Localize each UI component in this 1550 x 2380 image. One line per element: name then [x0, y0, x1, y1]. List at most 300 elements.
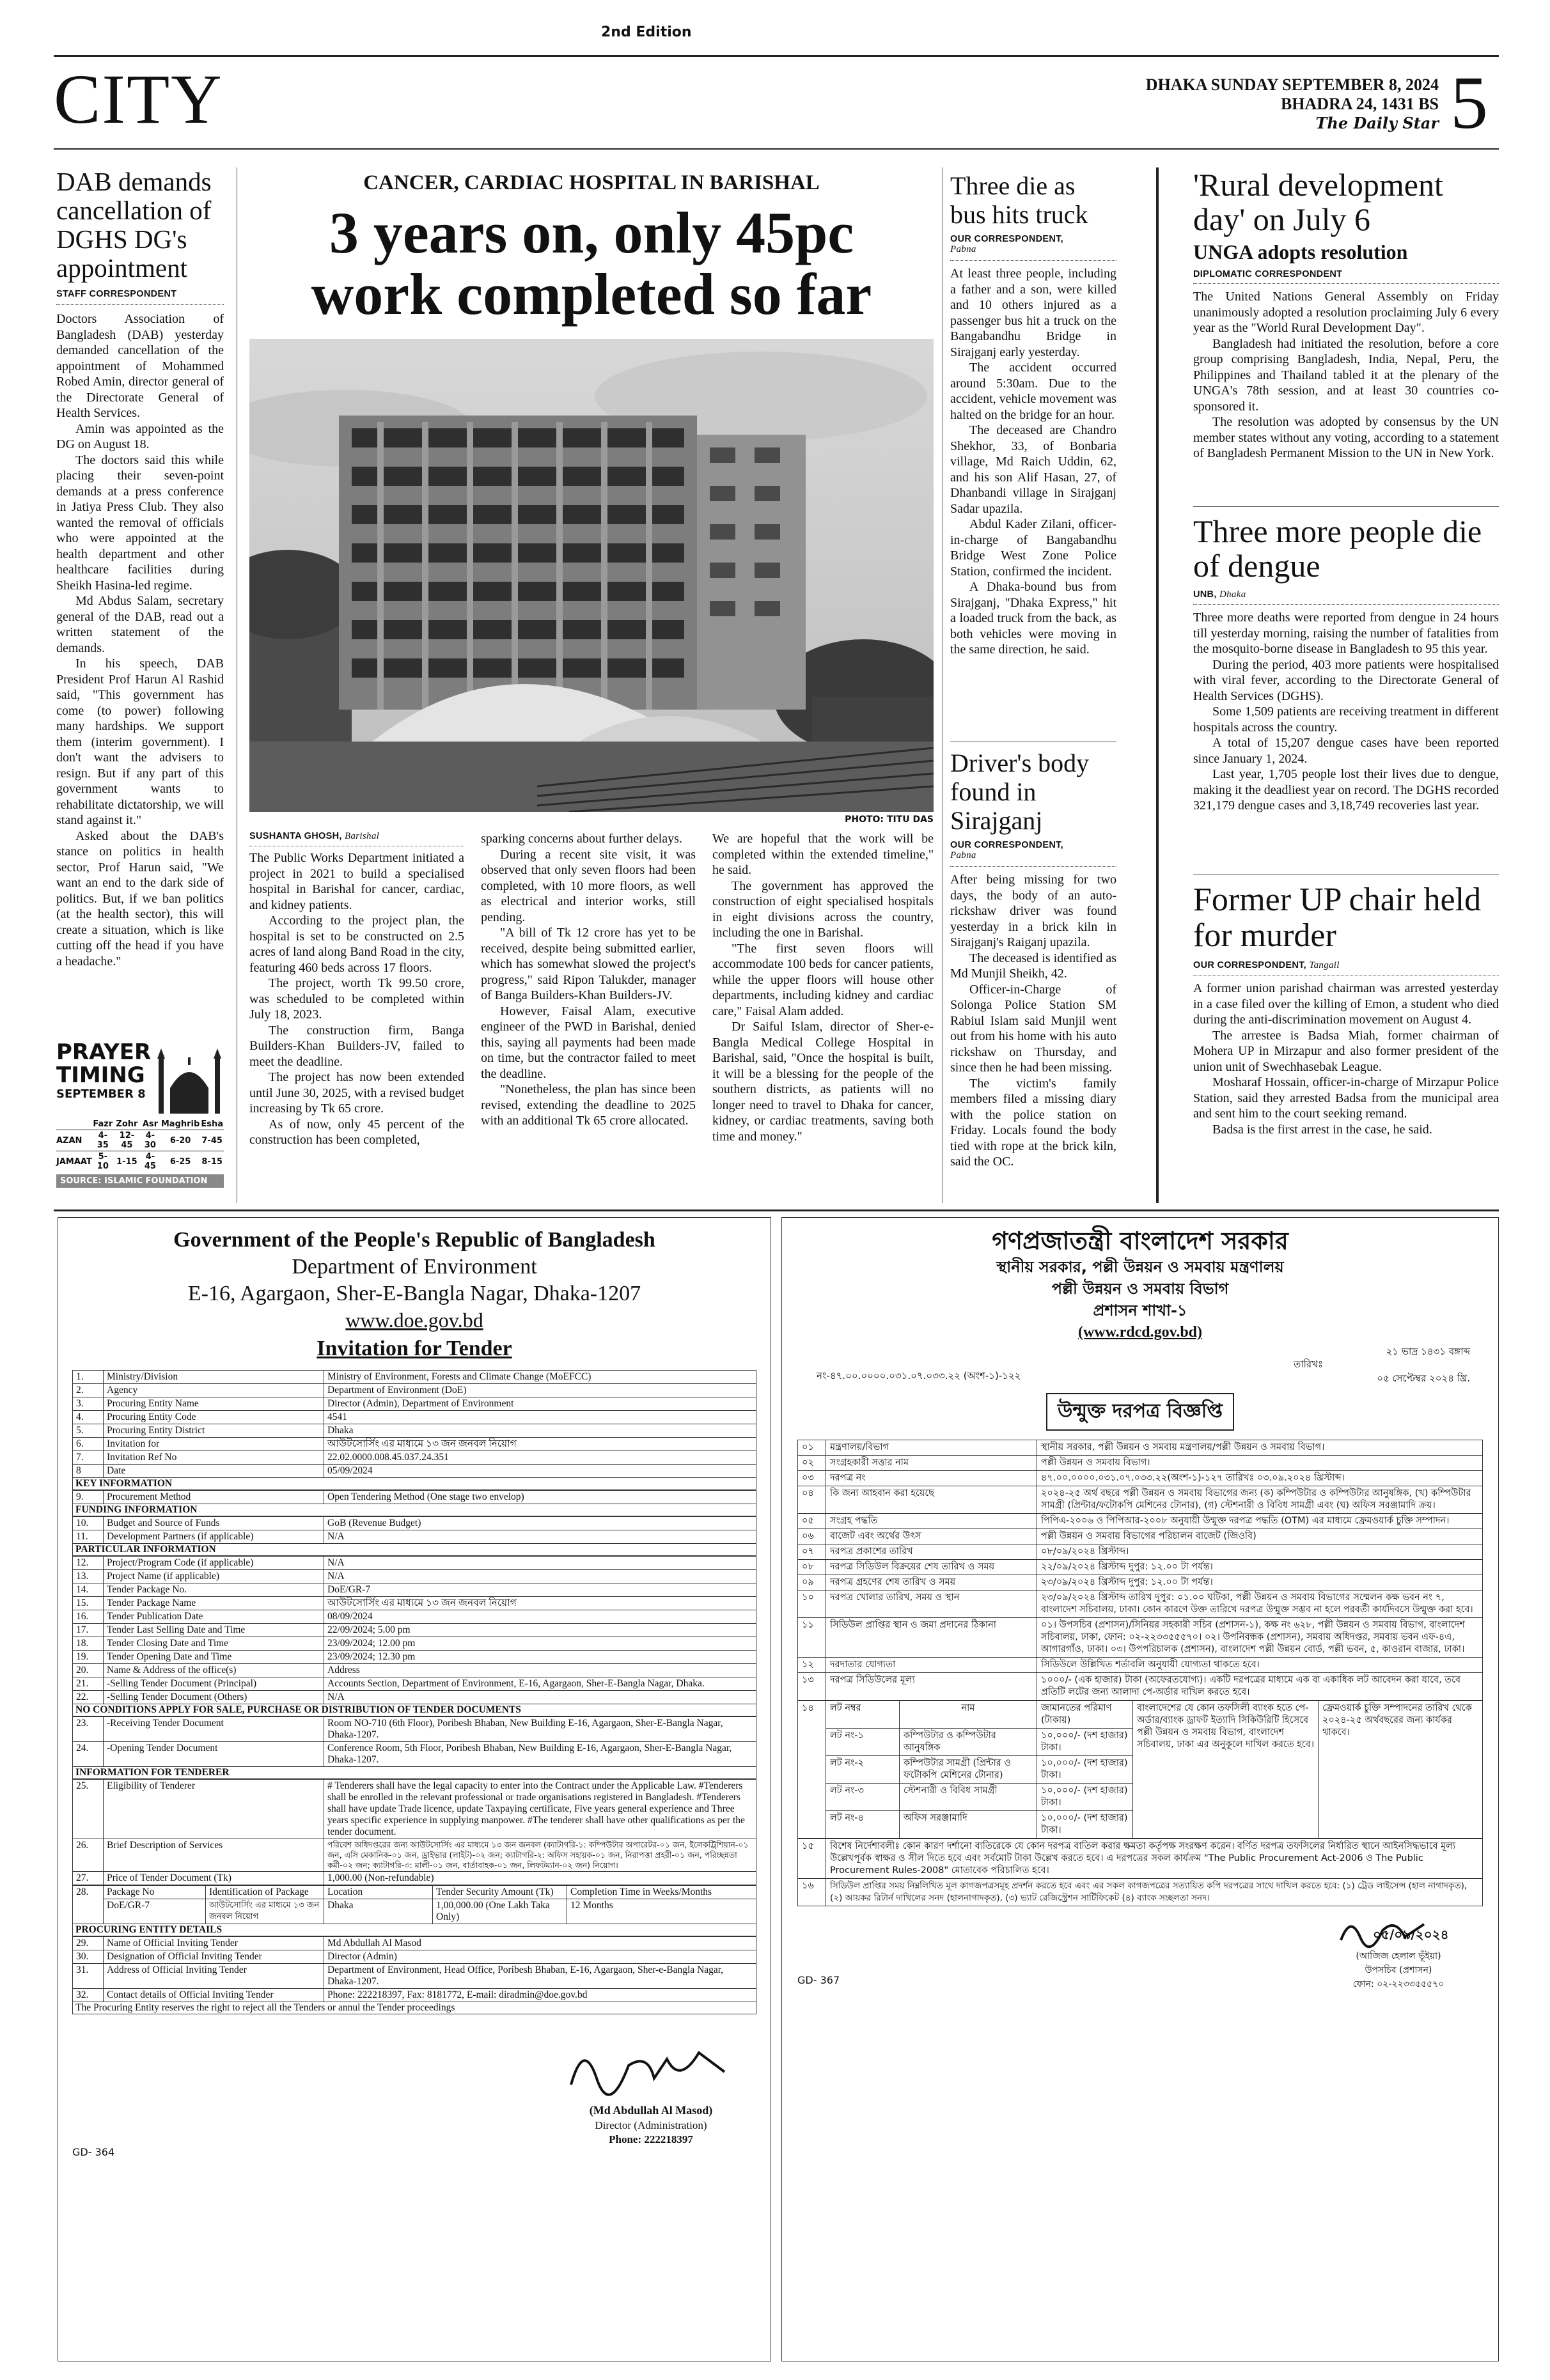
rdcd-row — [798, 1591, 1483, 1618]
rdcd-documents-required: সিডিউল প্রাপ্তির সময় নিম্নলিখিত মূল কাগজপত্রসমূহ প্রদর্শন করতে হবে এবং এর সকল কাগজপত্রের সত্যায়িত কপি দরপত্রের সাথে দাখিল করতে হবে: (১) ট্রেড লাইসেন্স (হাল নাগাদকৃত), (২) আয়কর রিটার্ন দাখিলের সনদ (হালনাগাদকৃত), (৩) ভ্যাট রেজিস্ট্রেশন সার্টিফিকেট (৪) ব্যাংক সচ্ছলতা সনদ। — [826, 1879, 1483, 1906]
dab-paragraph: In his speech, DAB President Prof Harun Al Rashid said, "This government has come (to power) following many hardships. We support them (interim government). I don't want the advisers to resign. But if any part of this government wants to rehabilitate dictatorship, we will stand against it." — [56, 657, 224, 827]
doe-row-value: N/A — [324, 1557, 756, 1570]
doe-signature-name: (Md Abdullah Al Masod) — [589, 2104, 713, 2117]
rdcd-row — [798, 1514, 1483, 1529]
doe-row-label: Procuring Entity Name — [104, 1397, 324, 1411]
rdcd-row-label: দরপত্র সিডিউল বিক্রয়ের শেষ তারিখ ও সময় — [826, 1560, 1037, 1575]
lot-cell: অফিস সরঞ্জামাদি — [900, 1811, 1037, 1839]
doe-row-label: Invitation Ref No — [104, 1451, 324, 1465]
doe-row — [73, 1491, 756, 1504]
prayer-title-2: TIMING — [56, 1062, 145, 1088]
dab-body — [56, 311, 224, 969]
doe-row — [73, 1597, 756, 1610]
photo-credit: PHOTO: TITU DAS — [845, 814, 934, 825]
dab-paragraph: The doctors said this while placing their seven-point demands at a press conference in Jatiya Press Club. They also wanted the removal of officials who were appointed at the health department and other healthcare facilities during Sheikh Hasina-led regime. — [56, 453, 224, 593]
rdcd-row-number: ১৬ — [798, 1879, 826, 1906]
dab-headline: DAB demands cancellation of DGHS DG's appointment — [56, 167, 212, 283]
rdcd-row-value: ০৮/০৯/২০২৪ খ্রিস্টাব্দ। — [1037, 1544, 1483, 1560]
rdcd-row-number: ০৪ — [798, 1486, 826, 1514]
rural-body — [1193, 289, 1499, 462]
rdcd-row-label: দরপত্র গ্রহণের শেষ তারিখ ও সময় — [826, 1575, 1037, 1591]
rdcd-row — [798, 1486, 1483, 1514]
doe-row — [73, 1465, 756, 1478]
doe-row-number: 28. — [73, 1886, 104, 1924]
doe-row-value: 22.02.0000.008.45.037.24.351 — [324, 1451, 756, 1465]
divider — [1193, 283, 1499, 284]
doe-row-label: -Selling Tender Document (Others) — [104, 1691, 324, 1704]
dab-paragraph: Doctors Association of Bangladesh (DAB) yesterday demanded cancellation of the appointment of Mohammed Robed Amin, director general of the Directorate General of Health Services. — [56, 312, 224, 420]
rdcd-special-instructions: বিশেষ নির্দেশাবলীঃ কোন কারণ দর্শানো ব্যতিরেকে যে কোন দরপত্র বাতিল করার ক্ষমতা কর্তৃপক্ষ সংরক্ষণ করেন। বর্ণিত দরপত্র তফসিলের নির্ধারিত স্থানে আইনসিদ্ধভাবে মূল্য উল্লেখপূর্বক স্বাক্ষর ও সীল দিতে হবে এবং সর্বমোট টাকা উল্লেখ করতে হবে। এ দরপত্রের সকল কার্যক্রম "The Public Procurement Act-2006 ও The Public Procurement Rules-2008" মোতাবেক পরিচালিত হবে। — [826, 1839, 1483, 1879]
doe-row-label: -Opening Tender Document — [104, 1742, 324, 1767]
jamaat-label: JAMAAT — [56, 1156, 92, 1167]
doe-package-table — [72, 1885, 756, 1924]
doe-section-info: INFORMATION FOR TENDERER — [72, 1767, 756, 1779]
doe-row — [73, 1651, 756, 1664]
dengue-paragraph: Three more deaths were reported from dengue in 24 hours till yesterday morning, raising the number of fatalities from the mosquito-borne disease in Bangladesh to 95 this year. — [1193, 611, 1499, 656]
rdcd-gd-number: GD- 367 — [797, 1974, 840, 1986]
hospital-paragraph: The project has now been extended until June 30, 2025, with a revised budget increasing by Tk 65 crore. — [249, 1070, 464, 1116]
doe-row-label: Project/Program Code (if applicable) — [104, 1557, 324, 1570]
rdcd-row-number: ০৫ — [798, 1514, 826, 1529]
doe-row-value: 22/09/2024; 5.00 pm — [324, 1624, 756, 1637]
hospital-paragraph: We are hopeful that the work will be completed within the extended timeline," he said. — [712, 832, 934, 877]
doe-row — [73, 1583, 756, 1597]
rdcd-heading: উন্মুক্ত দরপত্র বিজ্ঞপ্তি — [1046, 1393, 1234, 1431]
rdcd-row-value: ৪৭.০০.০০০০.০৩১.০৭.০৩৩.২২(অংশ-১)-১২৭ তারিখঃ ০৩.০৯.২০২৪ খ্রিস্টাব্দ। — [1037, 1471, 1483, 1486]
doe-row-label: Contact details of Official Inviting Tender — [104, 1989, 324, 2002]
doe-row-number: 7. — [73, 1451, 104, 1465]
rdcd-row — [798, 1529, 1483, 1544]
lot-cell: ১০,০০০/- (দশ হাজার) টাকা। — [1037, 1729, 1133, 1756]
jamaat-time: 8-15 — [201, 1156, 223, 1167]
rdcd-row-label: সংগ্রহকারী সত্তার নাম — [826, 1456, 1037, 1471]
dengue-paragraph: A total of 15,207 dengue cases have been reported since January 1, 2024. — [1193, 736, 1499, 766]
rural-subhead: UNGA adopts resolution — [1193, 240, 1408, 263]
doe-row-value: DoE/GR-7 — [324, 1583, 756, 1597]
story-divider — [1193, 506, 1499, 507]
doe-row-label: Agency — [104, 1384, 324, 1397]
column-rule-thick — [1156, 167, 1159, 1203]
rdcd-row — [798, 1618, 1483, 1658]
jamaat-time: 1-15 — [116, 1156, 137, 1167]
prayer-header: Zohr — [116, 1119, 138, 1129]
hospital-paragraph: "A bill of Tk 12 crore has yet to be received, despite being submitted earlier, which has somewhat slowed the project's progress," said Ripon Talukder, manager of Banga Builders-Khan Builders-JV. — [481, 926, 696, 1002]
dab-story — [56, 167, 224, 969]
jamaat-time: 5-10 — [97, 1152, 109, 1171]
doe-row-value: Address — [324, 1664, 756, 1677]
dab-paragraph: Amin was appointed as the DG on August 18. — [56, 421, 224, 451]
doe-row-number: 10. — [73, 1517, 104, 1530]
doe-row-number: 30. — [73, 1950, 104, 1964]
rdcd-ministry: স্থানীয় সরকার, পল্লী উন্নয়ন ও সমবায় মন্ত্রণালয় — [996, 1258, 1284, 1276]
azan-label: AZAN — [56, 1135, 82, 1146]
upchair-paragraph: The arrestee is Badsa Miah, former chairman of Mohera UP in Mirzapur and also former president of the union unit of Swechhasebak League. — [1193, 1028, 1499, 1074]
doe-row-value: 08/09/2024 — [324, 1610, 756, 1624]
hospital-paragraph: As of now, only 45 percent of the construction has been completed, — [249, 1117, 464, 1147]
rdcd-row-number: ০৯ — [798, 1575, 826, 1591]
driver-story — [950, 742, 1116, 1170]
doe-row-label: Invitation for — [104, 1438, 324, 1451]
driver-byline-place: Pabna — [950, 850, 976, 860]
doe-row — [73, 1397, 756, 1411]
dengue-paragraph: Some 1,509 patients are receiving treatment in different hospitals across the country. — [1193, 704, 1499, 735]
rdcd-date-label: তারিখঃ — [1294, 1358, 1323, 1370]
upchair-paragraph: Badsa is the first arrest in the case, he said. — [1212, 1122, 1432, 1137]
divider — [56, 304, 224, 305]
rdcd-row-value: পিপিএ-২০০৬ ও পিপিআর-২০০৮ অনুযায়ী উন্মুক্ত দরপত্র পদ্ধতি (OTM) এর মাধ্যমে ফ্রেমওয়ার্ক চুক্তি সম্পাদন। — [1037, 1514, 1483, 1529]
dab-byline: STAFF CORRESPONDENT — [56, 289, 177, 299]
prayer-header: Asr — [142, 1119, 159, 1129]
doe-tender-table-e — [72, 1716, 756, 1767]
rdcd-row-value: ২০২৪-২৫ অর্থ বছরে পল্লী উন্নয়ন ও সমবায় বিভাগের জন্য (ক) কম্পিউটার ও কম্পিউটার আনুষঙ্গিক, (খ) কম্পিউটার সামগ্রী (প্রিন্টার/ফটোকপি মেশিনের টোনার), (গ) স্টেশনারী ও বিবিধ সামগ্রী এবং (ঘ) অফিস সরঞ্জামাদি ক্রয়। — [1037, 1486, 1483, 1514]
doe-row-number: 21. — [73, 1677, 104, 1691]
package-header: Identification of Package — [206, 1886, 324, 1899]
dengue-byline-name: UNB, — [1193, 589, 1217, 600]
lot-cell: ১০,০০০/- (দশ হাজার) টাকা। — [1037, 1784, 1133, 1811]
hospital-paragraph: The Public Works Department initiated a project in 2021 to build a specialised hospital in Barishal for cancer, cardiac, and kidney patients. — [249, 851, 464, 912]
doe-row-value: Director (Admin) — [324, 1950, 756, 1964]
doe-website[interactable]: www.doe.gov.bd — [345, 1309, 483, 1332]
doe-row-number: 22. — [73, 1691, 104, 1704]
rdcd-row — [798, 1575, 1483, 1591]
hospital-paragraph: The government has approved the construction of eight specialised hospitals in eight divisions across the country, including the one in Barishal. — [712, 878, 934, 940]
package-cell: DoE/GR-7 — [104, 1899, 206, 1924]
doe-row-number: 9. — [73, 1491, 104, 1504]
lot-note-2: ফ্রেমওয়ার্ক চুক্তি সম্পাদনের তারিখ থেকে ২০২৪-২৫ অর্থবছরের জন্য কার্যকর থাকবে। — [1319, 1701, 1483, 1839]
dengue-paragraph: Last year, 1,705 people lost their lives due to dengue, making it the deadliest year on record. The DGHS recorded 321,179 dengue cases and 3,18,749 recoveries last year. — [1193, 767, 1499, 813]
rdcd-row-value: ২৩/০৯/২০২৪ খ্রিস্টাব্দ তারিখ দুপুর: ০১.০০ ঘটিকা, পল্লী উন্নয়ন ও সমবায় বিভাগের সম্মেলন কক্ষ ভবন নং ৭, বাংলাদেশ সচিবালয়, ঢাকা। কোন কারণে উক্ত তারিখে দরপত্র উন্মুক্ত সম্ভব না হলে পরবর্তী কার্যদিবসে উন্মুক্ত করা হবে। — [1037, 1591, 1483, 1618]
azan-time: 6-20 — [169, 1135, 191, 1146]
rdcd-row-value: ১০০০/- (এক হাজার) টাকা (অফেরতযোগ্য)। একটি দরপত্রের মাধ্যমে এক বা একাধিক লট আবেদন করা যাবে, তবে প্রতিটি লটের জন্য আলাদা পে-অর্ডার দাখিল করতে হবে। — [1037, 1673, 1483, 1700]
doe-row — [73, 1717, 756, 1742]
hospital-paragraph: However, Faisal Alam, executive engineer of the PWD in Barishal, denied this, saying all payments had been made on time, but the contractor failed to meet the deadline. — [481, 1004, 696, 1081]
doe-row-value: Conference Room, 5th Floor, Poribesh Bhaban, New Building E-16, Agargaon, Sher-E-Bangla Nagar, Dhaka-1207. — [324, 1742, 756, 1767]
doe-row-label: Brief Description of Services — [104, 1839, 324, 1872]
driver-paragraph: Officer-in-Charge of Solonga Police Station SM Rabiul Islam said Munjil went out from his home with his auto rickshaw on Thursday, and since then he had been missing. — [950, 982, 1116, 1075]
doe-row-label: Tender Package No. — [104, 1583, 324, 1597]
bus-byline — [950, 234, 1116, 255]
rdcd-row-label: দরদাতার যোগ্যতা — [826, 1658, 1037, 1673]
doe-row-value: 23/09/2024; 12.00 pm — [324, 1637, 756, 1651]
dengue-headline: Three more people die of dengue — [1193, 513, 1482, 584]
upchair-byline — [1193, 960, 1499, 971]
rdcd-row — [798, 1471, 1483, 1486]
hospital-paragraph: During a recent site visit, it was observed that only seven floors had been completed, with 10 more floors, as well as electrical and interior works, still pending. — [481, 847, 696, 924]
bus-body — [950, 266, 1116, 658]
doe-row-label: Date — [104, 1465, 324, 1478]
rdcd-memo: নং-৪৭.০০.০০০০.০৩১.০৭.০৩৩.২২ (অংশ-১)-১২২ — [817, 1370, 1021, 1381]
package-header: Completion Time in Weeks/Months — [567, 1886, 756, 1899]
doe-row-number: 2. — [73, 1384, 104, 1397]
hospital-kicker: CANCER, CARDIAC HOSPITAL IN BARISHAL — [363, 171, 820, 194]
hospital-paragraph: The project, worth Tk 99.50 crore, was scheduled to be completed within July 18, 2023. — [249, 976, 464, 1022]
paper-logo: The Daily Star — [1315, 114, 1439, 132]
driver-paragraph: The victim's family members filed a missing diary with the police station on Friday. Locals found the body tied with rope at the brick kiln, said the OC. — [950, 1076, 1116, 1169]
doe-row-number: 26. — [73, 1839, 104, 1872]
rdcd-signature-name: (আজিজ হেলাল ভূঁইয়া) — [1356, 1951, 1441, 1961]
doe-tender-table-a — [72, 1370, 756, 1478]
construction-photo — [249, 339, 934, 812]
doe-row-number: 8 — [73, 1465, 104, 1478]
doe-row — [73, 1424, 756, 1438]
rdcd-row — [798, 1456, 1483, 1471]
prayer-table — [56, 1119, 224, 1172]
dengue-story — [1193, 514, 1499, 814]
doe-row-value: Ministry of Environment, Forests and Climate Change (MoEFCC) — [324, 1371, 756, 1384]
hospital-photo — [249, 339, 934, 812]
doe-section-particular: PARTICULAR INFORMATION — [72, 1544, 756, 1556]
doe-row-number: 32. — [73, 1989, 104, 2002]
rdcd-row-value: পল্লী উন্নয়ন ও সমবায় বিভাগ। — [1037, 1456, 1483, 1471]
doe-row-value: Room NO-710 (6th Floor), Poribesh Bhaban, New Building E-16, Agargaon, Sher-E-Bangla Nagar, Dhaka-1207. — [324, 1717, 756, 1742]
doe-row-value: Open Tendering Method (One stage two envelop) — [324, 1491, 756, 1504]
rdcd-row — [798, 1560, 1483, 1575]
doe-row-label: Ministry/Division — [104, 1371, 324, 1384]
rdcd-signature-date: ০৫/০৯/২০২৪ — [1373, 1927, 1449, 1942]
azan-time: 7-45 — [201, 1135, 223, 1146]
date-line: DHAKA SUNDAY SEPTEMBER 8, 2024 — [1145, 75, 1439, 94]
hospital-headline — [249, 202, 934, 325]
doe-tender-ad — [58, 1217, 771, 2361]
doe-row-label: Tender Opening Date and Time — [104, 1651, 324, 1664]
bus-paragraph: A Dhaka-bound bus from Sirajganj, "Dhaka Express," hit a loaded truck from the back, as both vehicles were moving in the same direction, he said. — [950, 580, 1116, 657]
rdcd-row-value: ২২/০৯/২০২৪ খ্রিস্টাব্দ দুপুর: ১২.০০ টা পর্যন্ত। — [1037, 1560, 1483, 1575]
rdcd-row-number: ০২ — [798, 1456, 826, 1471]
package-header: Location — [324, 1886, 433, 1899]
rdcd-website[interactable]: (www.rdcd.gov.bd) — [1077, 1324, 1203, 1341]
doe-row-number: 31. — [73, 1964, 104, 1989]
doe-row-number: 25. — [73, 1780, 104, 1839]
lot-cell: স্টেশনারী ও বিবিধ সামগ্রী — [900, 1784, 1037, 1811]
driver-body — [950, 872, 1116, 1170]
doe-row — [73, 1677, 756, 1691]
lot-cell: লট নং-৩ — [826, 1784, 900, 1811]
doe-row — [73, 1371, 756, 1384]
package-cell: 12 Months — [567, 1899, 756, 1924]
doe-row — [73, 1742, 756, 1767]
azan-time: 4-30 — [144, 1131, 156, 1150]
hospital-paragraph: Dr Saiful Islam, director of Sher-e-Bangla Medical College Hospital in Barishal, said, "Once the hospital is built, it will be a blessing for the people of the southern districts, as patients will no longer need to travel to Dhaka for cancer, kidney, or cardiac treatments, saving both time and money." — [712, 1020, 934, 1144]
doe-row-number: 27. — [73, 1872, 104, 1885]
doe-row-label: Tender Publication Date — [104, 1610, 324, 1624]
doe-row-label: Price of Tender Document (Tk) — [104, 1872, 324, 1885]
dengue-byline — [1193, 589, 1499, 600]
upchair-headline: Former UP chair held for murder — [1193, 882, 1482, 954]
rural-story — [1193, 167, 1499, 462]
prayer-title-1: PRAYER — [56, 1039, 152, 1065]
package-cell: আউটসোর্সিং এর মাধ্যমে ১৩ জন জনবল নিয়োগ — [206, 1899, 324, 1924]
doe-row — [73, 1610, 756, 1624]
doe-row — [73, 1664, 756, 1677]
ads-top-rule — [54, 1209, 1499, 1211]
rdcd-row-label: দরপত্র নং — [826, 1471, 1037, 1486]
azan-time: 4-35 — [97, 1131, 109, 1150]
doe-row-label: Procurement Method — [104, 1491, 324, 1504]
prayer-timing-box — [56, 1041, 224, 1188]
hospital-headline-line: work completed so far — [311, 261, 872, 327]
driver-paragraph: The deceased is identified as Md Munjil Sheikh, 42. — [950, 951, 1116, 981]
lot-header: লট নম্বর — [826, 1701, 900, 1729]
doe-row-value: আউটসোর্সিং এর মাধ্যমে ১৩ জন জনবল নিয়োগ — [324, 1438, 756, 1451]
doe-row-value: Director (Admin), Department of Environment — [324, 1397, 756, 1411]
doe-row-value: 4541 — [324, 1411, 756, 1424]
doe-row-label: Project Name (if applicable) — [104, 1570, 324, 1583]
doe-row-value: 05/09/2024 — [324, 1465, 756, 1478]
rdcd-lot-table — [797, 1700, 1483, 1839]
doe-tender-table-info — [72, 1779, 756, 1885]
hospital-paragraph: "The first seven floors will accommodate 100 beds for cancer patients, while the upper floors will house other departments, including kidney and cardiac care," Faisal Alam added. — [712, 941, 934, 1018]
hospital-col-3 — [712, 831, 934, 1144]
doe-row — [73, 1451, 756, 1465]
doe-row-number: 15. — [73, 1597, 104, 1610]
doe-row-value: 23/09/2024; 12.30 pm — [324, 1651, 756, 1664]
doe-row-label: Eligibility of Tenderer — [104, 1780, 324, 1839]
rdcd-date-bn: ২১ ভাদ্র ১৪৩১ বঙ্গাব্দ — [1386, 1346, 1470, 1357]
doe-row-value: Md Abdullah Al Masod — [324, 1937, 756, 1950]
doe-row-number: 16. — [73, 1610, 104, 1624]
edition-label: 2nd Edition — [601, 24, 692, 40]
rdcd-row-label: দরপত্র প্রকাশের তারিখ — [826, 1544, 1037, 1560]
doe-row-number: 12. — [73, 1557, 104, 1570]
signature-icon — [558, 2027, 750, 2104]
upchair-byline-place: Tangail — [1309, 960, 1340, 970]
rdcd-row-number: ১৩ — [798, 1673, 826, 1700]
doe-signature-title: Director (Administration) — [595, 2119, 707, 2131]
rdcd-branch: প্রশাসন শাখা-১ — [1093, 1302, 1187, 1319]
doe-row-number: 18. — [73, 1637, 104, 1651]
doe-row-value: N/A — [324, 1570, 756, 1583]
doe-tender-table-c — [72, 1516, 756, 1544]
doe-tender-table-b — [72, 1490, 756, 1504]
doe-row-number: 11. — [73, 1530, 104, 1544]
doe-footer-note: The Procuring Entity reserves the right to reject all the Tenders or annul the Tender proceedings — [72, 2002, 756, 2014]
doe-tender-table-d — [72, 1556, 756, 1704]
doe-row-label: Procuring Entity District — [104, 1424, 324, 1438]
doe-row-label: Address of Official Inviting Tender — [104, 1964, 324, 1989]
doe-services: পরিবেশ অধিদপ্তরের জন্য আউটসোর্সিং এর মাধ্যমে ১৩ জন জনবল (ক্যাটাগরি-১: কম্পিউটার অপারেটর-০১ জন, ইলেকট্রিশিয়ান-০১ জন, এসি মেকানিক-০১ জন, ড্রাইভার (লাইট)-০২ জন; ক্যাটাগরি-২: অফিস সহায়ক-০১ জন, নিরাপত্তা প্রহরী-০১ জন, পরিচ্ছন্নতা কর্মী-০২ জন; ক্যাটাগরি-৩: মালী-০১ জন, বার্তাবাহক-০১ জন, লিফটম্যান-০২ জন) নিয়োগ। — [324, 1839, 756, 1872]
prayer-source: SOURCE: ISLAMIC FOUNDATION — [56, 1174, 224, 1188]
lot-cell: লট নং-২ — [826, 1756, 900, 1784]
doe-row — [73, 1964, 756, 1989]
doe-row-value: GoB (Revenue Budget) — [324, 1517, 756, 1530]
doe-row — [73, 1950, 756, 1964]
doe-dept: Department of Environment — [292, 1255, 537, 1279]
doe-row-label: Designation of Official Inviting Tender — [104, 1950, 324, 1964]
doe-row-value: আউটসোর্সিং এর মাধ্যমে ১৩ জন জনবল নিয়োগ — [324, 1597, 756, 1610]
doe-title: Government of the People's Republic of Bangladesh — [173, 1228, 655, 1252]
bus-paragraph: Abdul Kader Zilani, officer-in-charge of Bangabandhu Bridge West Zone Police Station, confirmed the incident. — [950, 517, 1116, 579]
doe-row-label: Name of Official Inviting Tender — [104, 1937, 324, 1950]
rdcd-row-label: দরপত্র সিডিউলের মূল্য — [826, 1673, 1037, 1700]
doe-heading: Invitation for Tender — [317, 1337, 512, 1360]
doe-row-label: Tender Package Name — [104, 1597, 324, 1610]
rdcd-row-number: ১৪ — [798, 1701, 826, 1839]
prayer-date: SEPTEMBER 8 — [56, 1087, 146, 1101]
rdcd-row-value: ০১। উপসচিব (প্রশাসন)/সিনিয়র সহকারী সচিব (প্রশাসন-১), কক্ষ নং ৬২৮, পল্লী উন্নয়ন ও সমবায় বিভাগ, বাংলাদেশ সচিবালয়, ঢাকা, ফোন: ০২-২২৩৩৫৫৫৭০। ০২। উপনিবন্ধক (প্রশাসন), সমবায় অধিদপ্তর, সমবায় ভবন এফ-৪এ, আগারগাঁও, ঢাকা। ০৩। উপপরিচালক (প্রশাসন), বাংলাদেশ পল্লী উন্নয়ন বোর্ড, পল্লী ভবন, ৫, কাওরান বাজার, ঢাকা। — [1037, 1618, 1483, 1658]
hospital-byline-place: Barishal — [345, 831, 380, 841]
rdcd-row-label: মন্ত্রণালয়/বিভাগ — [826, 1440, 1037, 1456]
dengue-paragraph: During the period, 403 more patients were hospitalised with viral fever, according to the Directorate General of Health Services (DGHS). — [1193, 657, 1499, 703]
doe-row — [73, 1438, 756, 1451]
lot-cell: ১০,০০০/- (দশ হাজার) টাকা। — [1037, 1811, 1133, 1839]
rdcd-signature-phone: ফোন: ০২-২২৩৩৫৫৫৭০ — [1352, 1979, 1444, 1989]
doe-row-number: 3. — [73, 1397, 104, 1411]
mosque-icon — [155, 1043, 224, 1114]
doe-section-noconditions: NO CONDITIONS APPLY FOR SALE, PURCHASE OR DISTRIBUTION OF TENDER DOCUMENTS — [72, 1704, 756, 1716]
package-cell: 1,00,000.00 (One Lakh Taka Only) — [433, 1899, 567, 1924]
rdcd-row-number: ১১ — [798, 1618, 826, 1658]
doe-row-number: 6. — [73, 1438, 104, 1451]
dab-paragraph: Md Abdus Salam, secretary general of the DAB, read out a written statement of the demands. — [56, 594, 224, 655]
bus-byline-place: Pabna — [950, 244, 976, 254]
doe-signature-phone: Phone: 222218397 — [609, 2133, 693, 2145]
doe-row-number: 23. — [73, 1717, 104, 1742]
doe-section-funding: FUNDING INFORMATION — [72, 1504, 756, 1516]
jamaat-time: 4-45 — [144, 1152, 156, 1171]
doe-row-number: 5. — [73, 1424, 104, 1438]
hospital-col-2 — [481, 831, 696, 1129]
divider — [1193, 604, 1499, 605]
hospital-col-1 — [249, 831, 464, 1148]
lot-cell: কম্পিউটার ও কম্পিউটার আনুষঙ্গিক — [900, 1729, 1037, 1756]
rdcd-row-value: পল্লী উন্নয়ন ও সমবায় বিভাগের পরিচালন বাজেট (জিওবি) — [1037, 1529, 1483, 1544]
rdcd-row-label: কি জন্য আহবান করা হয়েছে — [826, 1486, 1037, 1514]
dengue-body — [1193, 610, 1499, 814]
page-number: 5 — [1450, 61, 1488, 144]
doe-row-number: 14. — [73, 1583, 104, 1597]
bus-paragraph: At least three people, including a father and a son, were killed and 10 others injured as a passenger bus hit a truck on the Bangabandhu Bridge in Sirajganj early yesterday. — [950, 267, 1116, 359]
rdcd-row-number: ০৩ — [798, 1471, 826, 1486]
doe-row-label: Tender Closing Date and Time — [104, 1637, 324, 1651]
jamaat-time: 6-25 — [169, 1156, 191, 1167]
doe-row-value: Department of Environment, Head Office, Poribesh Bhaban, E-16, Agargaon, Sher-e-Bangla Nagar, Dhaka-1207. — [324, 1964, 756, 1989]
upchair-byline-name: OUR CORRESPONDENT, — [1193, 960, 1306, 970]
prayer-header: Maghrib — [160, 1119, 200, 1129]
rdcd-row-number: ০৭ — [798, 1544, 826, 1560]
bus-story — [950, 171, 1116, 658]
lot-cell: লট নং-৪ — [826, 1811, 900, 1839]
doe-section-key: KEY INFORMATION — [72, 1478, 756, 1490]
lot-header: জামানতের পরিমাণ (টাকায়) — [1037, 1701, 1133, 1729]
rdcd-tender-ad — [781, 1217, 1499, 2361]
doe-row — [73, 1517, 756, 1530]
doe-row — [73, 1557, 756, 1570]
prayer-header: Fazr — [93, 1119, 113, 1129]
rdcd-row — [798, 1673, 1483, 1700]
doe-gd-number: GD- 364 — [72, 2146, 115, 2158]
divider — [1193, 975, 1499, 976]
lot-header: নাম — [900, 1701, 1037, 1729]
doe-row-number: 24. — [73, 1742, 104, 1767]
azan-time: 12-45 — [119, 1131, 135, 1150]
driver-paragraph: After being missing for two days, the body of an auto-rickshaw driver was found yesterday in a brick kiln in Sirajganj's Raiganj upazila. — [950, 873, 1116, 949]
divider — [950, 260, 1116, 261]
rural-paragraph: The resolution was adopted by consensus by the UN member states without any voting, according to a statement of Bangladesh Permanent Mission to the UN in New York. — [1193, 415, 1499, 460]
rural-paragraph: The United Nations General Assembly on Friday unanimously adopted a resolution proclaiming July 6 every year as the "World Rural Development Day". — [1193, 290, 1499, 335]
lot-cell: ১০,০০০/- (দশ হাজার) টাকা। — [1037, 1756, 1133, 1784]
doe-row-number: 29. — [73, 1937, 104, 1950]
bus-paragraph: The accident occurred around 5:30am. Due to the accident, vehicle movement was halted on the bridge for an hour. — [950, 361, 1116, 422]
rdcd-row-number: ০১ — [798, 1440, 826, 1456]
doe-row-number: 1. — [73, 1371, 104, 1384]
section-title: CITY — [54, 60, 223, 138]
doe-row-number: 20. — [73, 1664, 104, 1677]
rdcd-row-value: সিডিউলে উল্লিখিত শর্তাবলি অনুযায়ী যোগ্যতা থাকতে হবে। — [1037, 1658, 1483, 1673]
doe-row-value: Department of Environment (DoE) — [324, 1384, 756, 1397]
lot-cell: কম্পিউটার সামগ্রী (প্রিন্টার ও ফটোকপি মেশিনের টোনার) — [900, 1756, 1037, 1784]
doe-row — [73, 1411, 756, 1424]
hospital-byline-name: SUSHANTA GHOSH, — [249, 831, 342, 841]
